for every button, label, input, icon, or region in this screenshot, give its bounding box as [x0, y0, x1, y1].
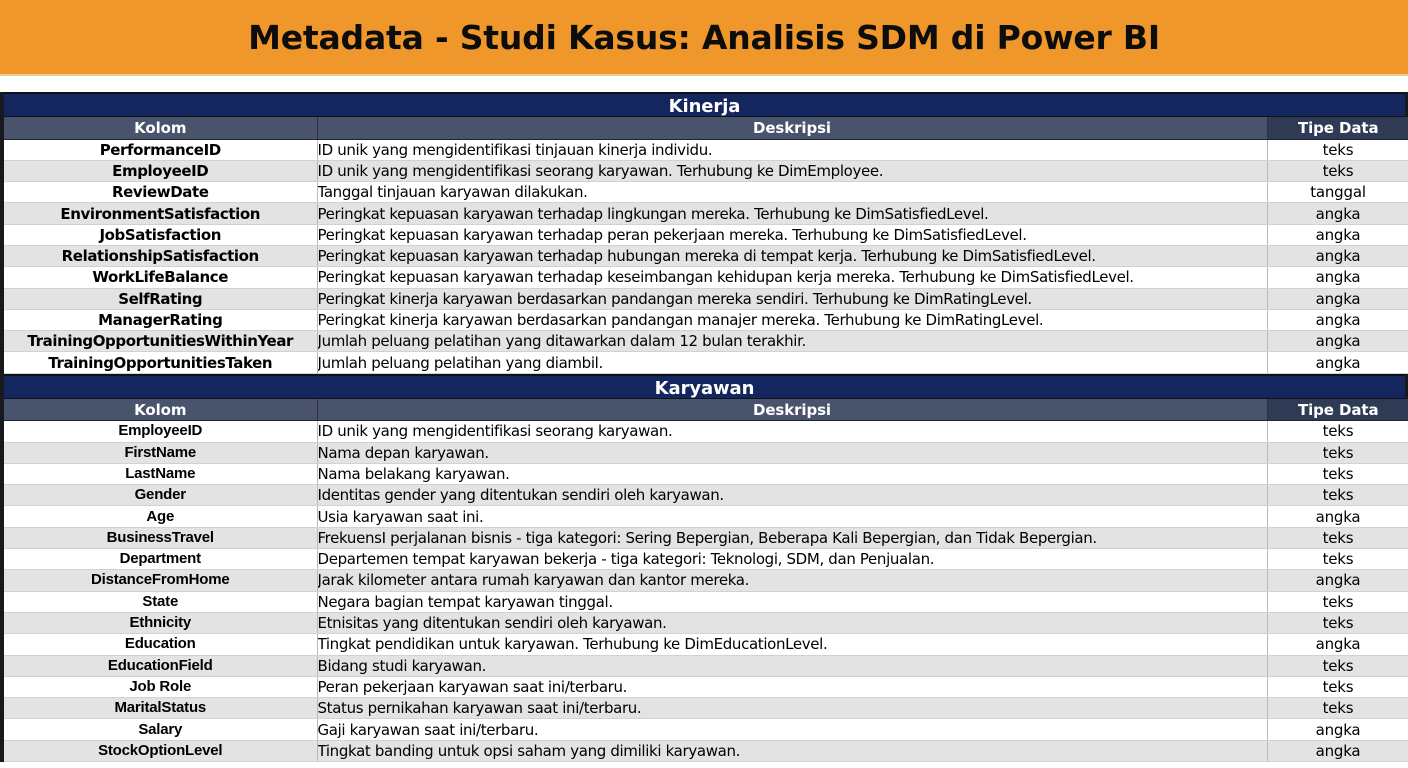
cell-deskripsi: Usia karyawan saat ini.: [317, 506, 1267, 527]
table-row[interactable]: [4, 698, 1408, 719]
cell-tipe-data: angka: [1267, 224, 1408, 245]
cell-deskripsi: ID unik yang mengidentifikasi tinjauan kinerja individu.: [317, 139, 1267, 160]
cell-tipe-data: angka: [1267, 719, 1408, 740]
cell-tipe-data: tanggal: [1267, 182, 1408, 203]
cell-kolom: StockOptionLevel: [4, 740, 317, 761]
cell-deskripsi: Bidang studi karyawan.: [317, 655, 1267, 676]
cell-deskripsi: Etnisitas yang ditentukan sendiri oleh karyawan.: [317, 612, 1267, 633]
cell-kolom: EnvironmentSatisfaction: [4, 203, 317, 224]
cell-kolom: Education: [4, 634, 317, 655]
cell-deskripsi: Peringkat kepuasan karyawan terhadap hubungan mereka di tempat kerja. Terhubung ke DimSatisfiedLevel.: [317, 245, 1267, 266]
table-row[interactable]: [4, 442, 1408, 463]
cell-deskripsi: ID unik yang mengidentifikasi seorang karyawan. Terhubung ke DimEmployee.: [317, 160, 1267, 181]
cell-tipe-data: angka: [1267, 203, 1408, 224]
cell-tipe-data: angka: [1267, 570, 1408, 591]
cell-deskripsi: Jumlah peluang pelatihan yang diambil.: [317, 352, 1267, 373]
cell-deskripsi: Gaji karyawan saat ini/terbaru.: [317, 719, 1267, 740]
cell-kolom: Department: [4, 549, 317, 570]
table-row[interactable]: [4, 612, 1408, 633]
cell-tipe-data: teks: [1267, 676, 1408, 697]
table-row[interactable]: [4, 288, 1408, 309]
cell-deskripsi: Status pernikahan karyawan saat ini/terbaru.: [317, 698, 1267, 719]
cell-tipe-data: teks: [1267, 612, 1408, 633]
table-row[interactable]: [4, 549, 1408, 570]
cell-deskripsi: Peringkat kepuasan karyawan terhadap peran pekerjaan mereka. Terhubung ke DimSatisfiedLevel.: [317, 224, 1267, 245]
cell-kolom: MaritalStatus: [4, 698, 317, 719]
table-row[interactable]: [4, 634, 1408, 655]
cell-tipe-data: angka: [1267, 506, 1408, 527]
table-row[interactable]: [4, 719, 1408, 740]
column-header-deskripsi[interactable]: Deskripsi: [317, 399, 1267, 421]
cell-kolom: ReviewDate: [4, 182, 317, 203]
cell-tipe-data: angka: [1267, 309, 1408, 330]
cell-deskripsi: Peringkat kepuasan karyawan terhadap keseimbangan kehidupan kerja mereka. Terhubung ke DimSatisfiedLevel.: [317, 267, 1267, 288]
cell-tipe-data: teks: [1267, 655, 1408, 676]
cell-tipe-data: teks: [1267, 591, 1408, 612]
table-row[interactable]: [4, 740, 1408, 761]
column-header-kolom[interactable]: Kolom: [4, 399, 317, 421]
cell-kolom: PerformanceID: [4, 139, 317, 160]
table-karyawan-header: [4, 399, 1408, 421]
cell-kolom: Ethnicity: [4, 612, 317, 633]
cell-tipe-data: angka: [1267, 245, 1408, 266]
cell-tipe-data: angka: [1267, 331, 1408, 352]
table-row[interactable]: [4, 527, 1408, 548]
cell-kolom: LastName: [4, 463, 317, 484]
table-row[interactable]: [4, 676, 1408, 697]
table-row[interactable]: [4, 421, 1408, 442]
cell-deskripsi: Identitas gender yang ditentukan sendiri oleh karyawan.: [317, 485, 1267, 506]
cell-tipe-data: teks: [1267, 463, 1408, 484]
table-row[interactable]: [4, 485, 1408, 506]
table-kinerja-header: [4, 117, 1408, 139]
table-row[interactable]: [4, 352, 1408, 373]
metadata-table-kinerja: [0, 92, 1408, 374]
cell-kolom: TrainingOpportunitiesTaken: [4, 352, 317, 373]
cell-tipe-data: teks: [1267, 485, 1408, 506]
cell-deskripsi: Peringkat kinerja karyawan berdasarkan pandangan manajer mereka. Terhubung ke DimRatingLevel.: [317, 309, 1267, 330]
cell-kolom: DistanceFromHome: [4, 570, 317, 591]
cell-deskripsi: FrekuensI perjalanan bisnis - tiga kategori: Sering Bepergian, Beberapa Kali Bepergian, dan Tidak Bepergian.: [317, 527, 1267, 548]
cell-deskripsi: Jumlah peluang pelatihan yang ditawarkan dalam 12 bulan terakhir.: [317, 331, 1267, 352]
table-row[interactable]: [4, 160, 1408, 181]
cell-deskripsi: Peringkat kinerja karyawan berdasarkan pandangan mereka sendiri. Terhubung ke DimRatingLevel.: [317, 288, 1267, 309]
page-title: Metadata - Studi Kasus: Analisis SDM di Power BI: [248, 17, 1160, 57]
cell-kolom: RelationshipSatisfaction: [4, 245, 317, 266]
cell-kolom: SelfRating: [4, 288, 317, 309]
section-title-karyawan: Karyawan: [4, 374, 1405, 399]
table-header-row: [4, 399, 1408, 421]
cell-tipe-data: angka: [1267, 267, 1408, 288]
banner-table-gap: [0, 76, 1408, 92]
table-header-row: [4, 117, 1408, 139]
cell-tipe-data: teks: [1267, 549, 1408, 570]
table-row[interactable]: [4, 267, 1408, 288]
table-row[interactable]: [4, 182, 1408, 203]
table-row[interactable]: [4, 463, 1408, 484]
cell-kolom: Age: [4, 506, 317, 527]
column-header-deskripsi[interactable]: Deskripsi: [317, 117, 1267, 139]
table-karyawan-body: [4, 421, 1408, 762]
cell-kolom: Job Role: [4, 676, 317, 697]
column-header-kolom[interactable]: Kolom: [4, 117, 317, 139]
cell-tipe-data: teks: [1267, 139, 1408, 160]
cell-kolom: EmployeeID: [4, 160, 317, 181]
table-row[interactable]: [4, 655, 1408, 676]
cell-kolom: TrainingOpportunitiesWithinYear: [4, 331, 317, 352]
table-row[interactable]: [4, 570, 1408, 591]
cell-kolom: FirstName: [4, 442, 317, 463]
section-title-kinerja: Kinerja: [4, 92, 1405, 117]
table-karyawan: [4, 399, 1408, 762]
cell-kolom: WorkLifeBalance: [4, 267, 317, 288]
cell-deskripsi: Nama depan karyawan.: [317, 442, 1267, 463]
cell-deskripsi: ID unik yang mengidentifikasi seorang karyawan.: [317, 421, 1267, 442]
cell-kolom: EmployeeID: [4, 421, 317, 442]
column-header-tipe-data[interactable]: Tipe Data: [1267, 117, 1408, 139]
cell-tipe-data: angka: [1267, 634, 1408, 655]
cell-deskripsi: Negara bagian tempat karyawan tinggal.: [317, 591, 1267, 612]
cell-tipe-data: teks: [1267, 421, 1408, 442]
cell-deskripsi: Peringkat kepuasan karyawan terhadap lingkungan mereka. Terhubung ke DimSatisfiedLevel.: [317, 203, 1267, 224]
cell-kolom: ManagerRating: [4, 309, 317, 330]
cell-deskripsi: Peran pekerjaan karyawan saat ini/terbaru.: [317, 676, 1267, 697]
table-kinerja: [4, 117, 1408, 374]
table-row[interactable]: [4, 139, 1408, 160]
table-row[interactable]: [4, 591, 1408, 612]
cell-deskripsi: Jarak kilometer antara rumah karyawan dan kantor mereka.: [317, 570, 1267, 591]
table-row[interactable]: [4, 309, 1408, 330]
table-row[interactable]: [4, 203, 1408, 224]
cell-kolom: EducationField: [4, 655, 317, 676]
cell-kolom: Salary: [4, 719, 317, 740]
cell-deskripsi: Nama belakang karyawan.: [317, 463, 1267, 484]
cell-deskripsi: Tingkat banding untuk opsi saham yang dimiliki karyawan.: [317, 740, 1267, 761]
table-row[interactable]: [4, 506, 1408, 527]
table-row[interactable]: [4, 331, 1408, 352]
cell-tipe-data: angka: [1267, 288, 1408, 309]
cell-tipe-data: teks: [1267, 698, 1408, 719]
table-row[interactable]: [4, 224, 1408, 245]
column-header-tipe-data[interactable]: Tipe Data: [1267, 399, 1408, 421]
cell-kolom: BusinessTravel: [4, 527, 317, 548]
cell-deskripsi: Tanggal tinjauan karyawan dilakukan.: [317, 182, 1267, 203]
table-kinerja-body: [4, 139, 1408, 373]
cell-deskripsi: Tingkat pendidikan untuk karyawan. Terhubung ke DimEducationLevel.: [317, 634, 1267, 655]
cell-kolom: State: [4, 591, 317, 612]
cell-kolom: JobSatisfaction: [4, 224, 317, 245]
cell-deskripsi: Departemen tempat karyawan bekerja - tiga kategori: Teknologi, SDM, dan Penjualan.: [317, 549, 1267, 570]
cell-tipe-data: teks: [1267, 442, 1408, 463]
cell-tipe-data: teks: [1267, 160, 1408, 181]
metadata-table-karyawan: [0, 374, 1408, 762]
cell-tipe-data: teks: [1267, 527, 1408, 548]
cell-tipe-data: angka: [1267, 352, 1408, 373]
page-title-banner: [0, 0, 1408, 76]
table-row[interactable]: [4, 245, 1408, 266]
cell-tipe-data: angka: [1267, 740, 1408, 761]
cell-kolom: Gender: [4, 485, 317, 506]
